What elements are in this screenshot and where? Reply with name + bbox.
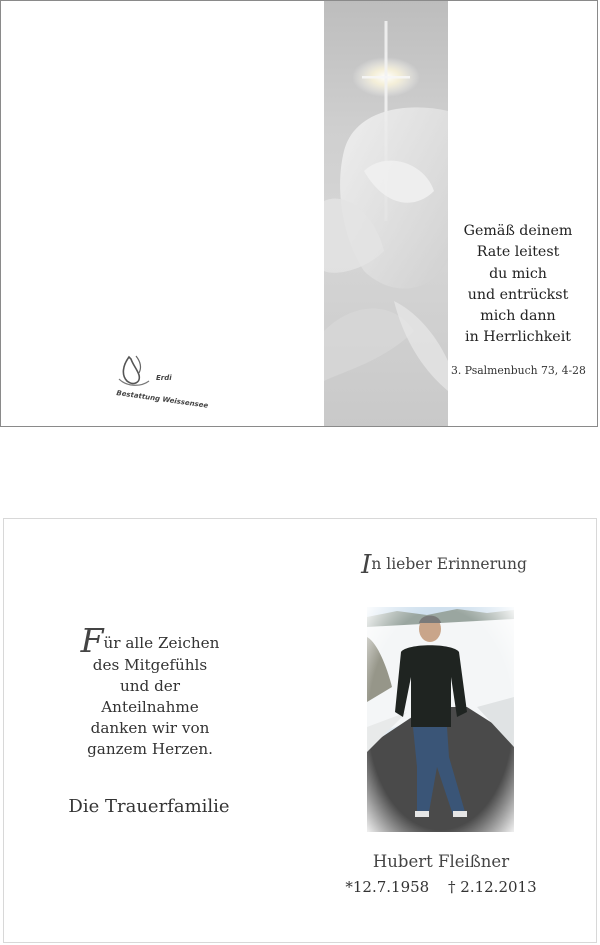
verse-line: und entrückst xyxy=(467,286,569,303)
thanks-text xyxy=(60,621,240,760)
verse-line: in Herrlichkeit xyxy=(465,329,571,346)
card-inside xyxy=(3,518,597,943)
card-front xyxy=(0,0,598,427)
cross-and-rose-photo xyxy=(324,1,448,426)
portrait-image-icon xyxy=(367,607,514,832)
verse-reference: 3. Psalmenbuch 73, 4-28 xyxy=(451,364,586,377)
death-date-group xyxy=(448,878,537,896)
verse-line: mich dann xyxy=(480,308,556,325)
portrait-photo xyxy=(367,607,514,832)
family-signature: Die Trauerfamilie xyxy=(68,796,230,817)
thanks-line: ganzem Herzen. xyxy=(87,740,213,758)
thanks-first-line xyxy=(60,621,240,660)
memory-dropcap: I xyxy=(361,550,372,580)
death-date: 2.12.2013 xyxy=(460,878,537,896)
verse-line: Rate leitest xyxy=(476,244,560,261)
thanks-line: Anteilnahme xyxy=(101,698,199,716)
thanks-dropcap: F xyxy=(80,621,104,660)
logo-text-top: Erdi xyxy=(156,374,172,382)
thanks-line: danken wir von xyxy=(90,719,210,737)
funeral-home-logo xyxy=(109,351,209,410)
cross-icon: † xyxy=(448,878,456,896)
deceased-name: Hubert Fleißner xyxy=(372,852,510,871)
memory-heading-rest: n lieber Erinnerung xyxy=(371,555,527,573)
life-dates xyxy=(326,878,556,896)
verse-line: Gemäß deinem xyxy=(463,223,573,239)
thanks-line: und der xyxy=(119,677,181,695)
cross-rose-image-icon xyxy=(324,1,448,426)
logo-text-bottom: Bestattung Weissensee xyxy=(115,389,209,410)
verse-line: du mich xyxy=(489,265,547,282)
verse-text xyxy=(451,221,585,349)
memory-heading xyxy=(344,551,544,579)
thanks-first-line-rest: ür alle Zeichen xyxy=(103,634,220,652)
thanks-line: des Mitgefühls xyxy=(92,656,208,674)
birth-date: *12.7.1958 xyxy=(345,878,430,896)
